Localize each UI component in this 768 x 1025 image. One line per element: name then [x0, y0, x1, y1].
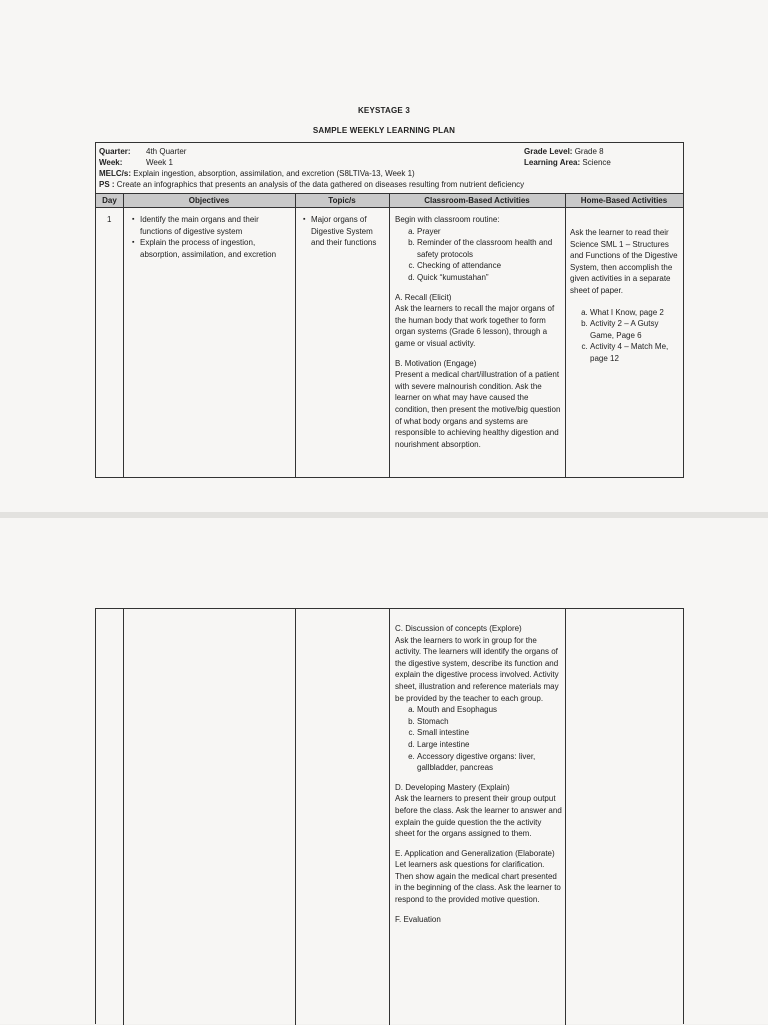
grade-value: Grade 8 [574, 147, 604, 156]
page-two [0, 518, 768, 1024]
routine-item: d. Quick “kumustahan” [417, 272, 563, 284]
day-number: 1 [107, 215, 112, 224]
home-activities-list [570, 307, 680, 365]
motivation-title: B. Motivation (Engage) [395, 358, 477, 368]
organ-item: b. Stomach [417, 716, 563, 728]
meta-row-quarter [99, 146, 679, 157]
motivation-text: Present a medical chart/illustration of a patient with severe malnourish condition. Ask the learner on what may have caused the condition, then present the motive/big question of what body organs and systems are responsible to achieving healthy digestion and nourishment absorption. [395, 370, 561, 449]
col-objectives: Objectives [188, 196, 230, 205]
mastery-title: D. Developing Mastery (Explain) [395, 782, 510, 792]
routine-item: b. Reminder of the classroom health and safety protocols [417, 237, 563, 260]
meta-row-melc [99, 168, 679, 179]
organ-item: d. Large intestine [417, 739, 563, 751]
routine-intro: Begin with classroom routine: [395, 215, 500, 224]
week-label: Week: [99, 158, 123, 167]
topics-list [302, 214, 386, 249]
weekly-plan-table [95, 142, 684, 478]
week-value: Week 1 [146, 158, 173, 167]
objectives-cell [131, 214, 291, 260]
objective-item: ▪ Explain the process of ingestion, absorption, assimilation, and excretion [140, 237, 291, 260]
home-cell [570, 227, 680, 365]
doc-subtitle: SAMPLE WEEKLY LEARNING PLAN [312, 126, 456, 135]
col-day: Day [102, 196, 117, 205]
grade-label: Grade Level: [524, 147, 573, 156]
mastery-text: Ask the learners to present their group output before the class. Ask the learner to answer and explain the guide question the the activity sheet for the organs assigned to them. [395, 794, 562, 839]
melc-label: MELC/s: [99, 169, 131, 178]
home-activity-item: c. Activity 4 – Match Me, page 12 [590, 341, 680, 364]
column-divider [389, 609, 390, 1025]
column-divider [565, 193, 566, 478]
column-divider [565, 609, 566, 1025]
routine-list [395, 226, 563, 284]
evaluation-title: F. Evaluation [395, 914, 441, 924]
routine-item: a. Prayer [417, 226, 563, 238]
discussion-text: Ask the learners to work in group for the activity. The learners will identify the organs of the digestive system, describe its function and explain the digestive process involved. Activity sheet, illustration and reference materials may be provided by the teacher to each group. [395, 635, 559, 703]
quarter-value: 4th Quarter [146, 147, 187, 156]
home-activity-item: a. What I Know, page 2 [590, 307, 680, 319]
grade-level [524, 146, 604, 158]
quarter-label: Quarter: [99, 147, 131, 156]
application-title: E. Application and Generalization (Elaborate) [395, 848, 555, 858]
topics-cell [302, 214, 386, 249]
ps-label: PS : [99, 180, 115, 189]
discussion-title: C. Discussion of concepts (Explore) [395, 624, 522, 633]
area-value: Science [582, 158, 611, 167]
recall-title: A. Recall (Elicit) [395, 292, 452, 302]
recall-text: Ask the learners to recall the major organs of the human body that work together to form organ systems (Grade 6 lesson), through a game or visual activity. [395, 304, 555, 348]
home-activity-item: b. Activity 2 – A Gutsy Game, Page 6 [590, 318, 680, 341]
column-divider [389, 193, 390, 478]
home-intro: Ask the learner to read their Science SML 1 – Structures and Functions of the Digestive System, then accomplish the given activities in a separate sheet of paper. [570, 228, 678, 295]
column-divider [295, 193, 296, 478]
column-divider [295, 609, 296, 1025]
weekly-plan-table-continued [95, 608, 684, 1024]
doc-title: KEYSTAGE 3 [357, 106, 411, 115]
page-one [0, 0, 768, 512]
area-label: Learning Area: [524, 158, 581, 167]
ps-value: Create an infographics that presents an analysis of the data gathered on diseases resulting from nutrient deficiency [116, 180, 525, 189]
application-text: Let learners ask questions for clarification. Then show again the medical chart presented in the beginning of the class. Ask the learner to respond to the provided motive question. [395, 860, 561, 905]
organs-list [395, 704, 563, 774]
organ-item: c. Small intestine [417, 727, 563, 739]
topic-item: ▪ Major organs of Digestive System and their functions [311, 214, 386, 249]
objectives-list [131, 214, 291, 260]
col-home: Home-Based Activities [580, 196, 668, 205]
learning-area [524, 157, 611, 169]
classroom-cell [395, 214, 563, 450]
plan-meta [99, 146, 679, 190]
meta-row-ps [99, 179, 679, 190]
classroom-cell-continued [395, 623, 563, 925]
organ-item: e. Accessory digestive organs: liver, gallbladder, pancreas [417, 751, 563, 774]
objective-item: ▪ Identify the main organs and their functions of digestive system [140, 214, 291, 237]
melc-value: Explain ingestion, absorption, assimilation, and excretion (S8LTIVa-13, Week 1) [133, 169, 415, 178]
column-divider [123, 609, 124, 1025]
meta-row-week [99, 157, 679, 168]
organ-item: a. Mouth and Esophagus [417, 704, 563, 716]
routine-item: c. Checking of attendance [417, 260, 563, 272]
column-divider [123, 193, 124, 478]
col-classroom: Classroom-Based Activities [424, 196, 530, 205]
col-topics: Topic/s [328, 196, 356, 205]
